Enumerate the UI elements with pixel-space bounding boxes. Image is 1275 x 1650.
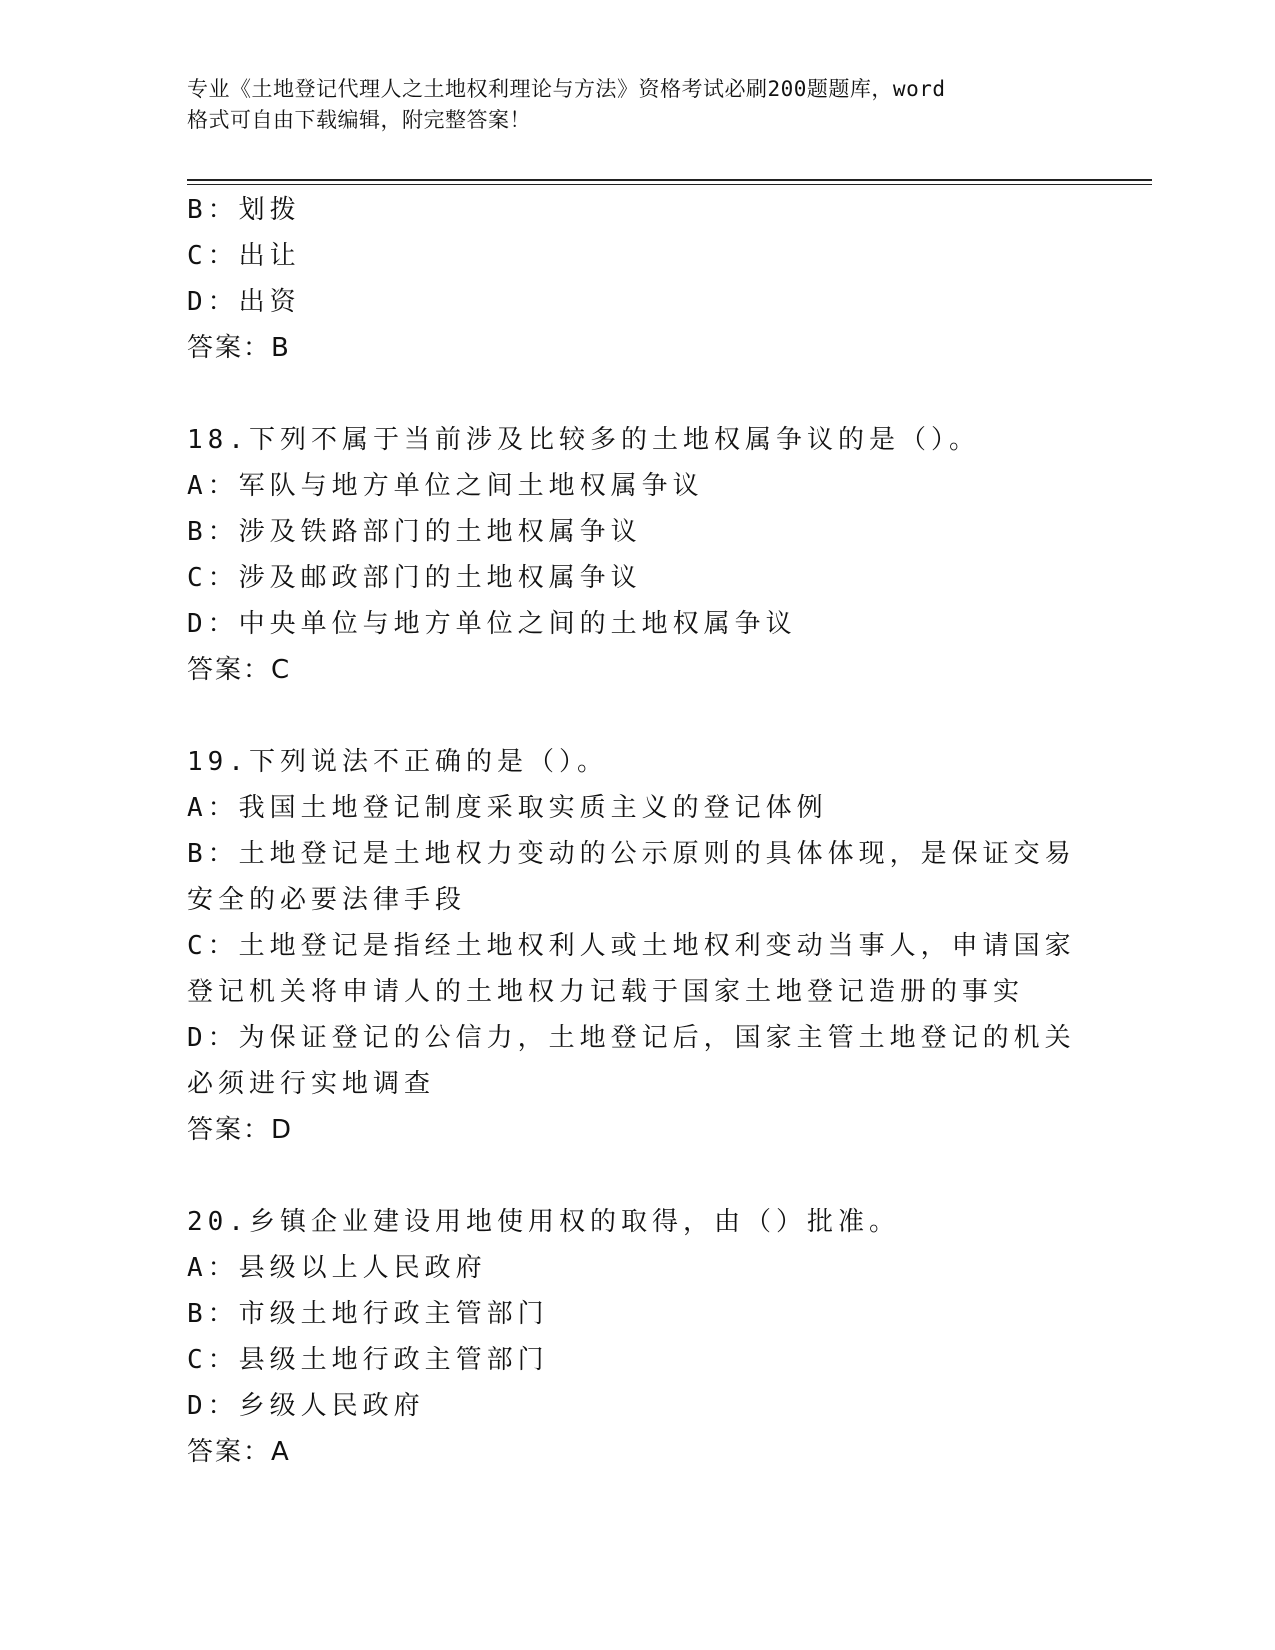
option-d: D：出资	[187, 287, 301, 317]
option-a: A：军队与地方单位之间土地权属争议	[187, 471, 704, 501]
option-c: C：土地登记是指经土地权利人或土地权利变动当事人，申请国家登记机关将申请人的土地权力记载于国家土地登记造册的事实	[187, 931, 1076, 1007]
question-20	[187, 1199, 1087, 1475]
header-line-2: 格式可自由下载编辑，附完整答案！	[187, 108, 531, 132]
header-divider-thin	[187, 184, 1152, 185]
option-a: A：县级以上人民政府	[187, 1253, 487, 1283]
option-d: D：中央单位与地方单位之间的土地权属争议	[187, 609, 797, 639]
option-d: D：为保证登记的公信力，土地登记后，国家主管土地登记的机关必须进行实地调查	[187, 1023, 1076, 1099]
option-a: A：我国土地登记制度采取实质主义的登记体例	[187, 793, 828, 823]
spacer	[187, 693, 1087, 739]
option-c: C：涉及邮政部门的土地权属争议	[187, 563, 642, 593]
question-17-tail	[187, 187, 1087, 371]
question-stem: 20.乡镇企业建设用地使用权的取得，由（）批准。	[187, 1207, 900, 1237]
option-b: B：划拨	[187, 195, 301, 225]
option-b: B：市级土地行政主管部门	[187, 1299, 549, 1329]
question-19	[187, 739, 1087, 1153]
spacer	[187, 1153, 1087, 1199]
option-d: D：乡级人民政府	[187, 1391, 425, 1421]
answer: 答案：B	[187, 333, 291, 363]
option-b: B：涉及铁路部门的土地权属争议	[187, 517, 642, 547]
question-18	[187, 417, 1087, 693]
option-c: C：出让	[187, 241, 301, 271]
header-divider-thick	[187, 179, 1152, 181]
question-stem: 19.下列说法不正确的是（）。	[187, 747, 608, 777]
header-line-1: 专业《土地登记代理人之土地权利理论与方法》资格考试必刷200题题库，word	[187, 77, 946, 101]
answer: 答案：A	[187, 1437, 291, 1467]
question-list	[187, 187, 1087, 1475]
answer: 答案：C	[187, 655, 292, 685]
document-header	[187, 74, 1087, 136]
option-c: C：县级土地行政主管部门	[187, 1345, 549, 1375]
question-stem: 18.下列不属于当前涉及比较多的土地权属争议的是（）。	[187, 425, 980, 455]
spacer	[187, 371, 1087, 417]
option-b: B：土地登记是土地权力变动的公示原则的具体体现，是保证交易安全的必要法律手段	[187, 839, 1076, 915]
answer: 答案：D	[187, 1115, 294, 1145]
